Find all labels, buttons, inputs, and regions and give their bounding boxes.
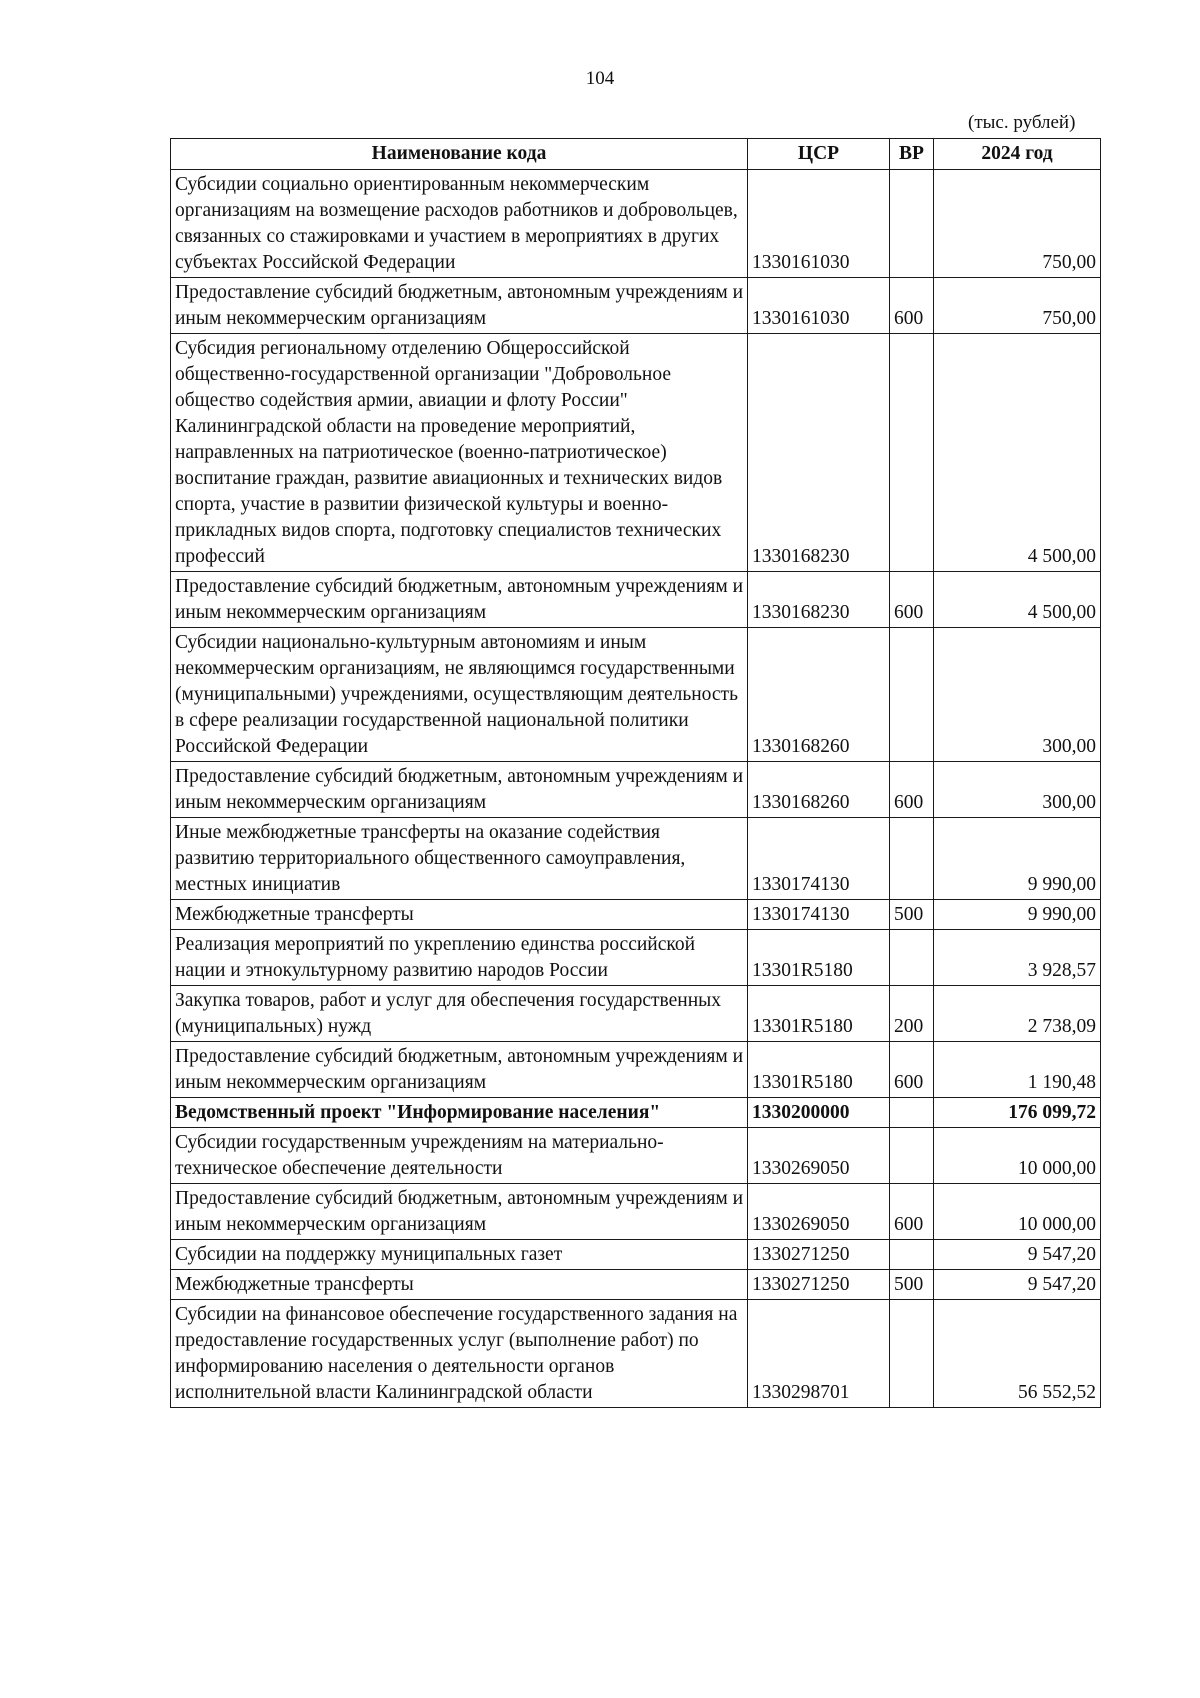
row-csr: 1330168230 <box>748 572 890 628</box>
row-amount: 4 500,00 <box>934 334 1101 572</box>
table-row <box>171 572 1101 628</box>
row-vr <box>890 334 934 572</box>
row-vr: 600 <box>890 762 934 818</box>
row-amount: 750,00 <box>934 278 1101 334</box>
row-name: Иные межбюджетные трансферты на оказание содействия развитию территориального общественного самоуправления, местных инициатив <box>171 818 748 900</box>
row-csr: 1330174130 <box>748 818 890 900</box>
row-amount: 176 099,72 <box>934 1098 1101 1128</box>
table-row <box>171 762 1101 818</box>
row-csr: 13301R5180 <box>748 930 890 986</box>
header-csr: ЦСР <box>748 139 890 170</box>
row-amount: 4 500,00 <box>934 572 1101 628</box>
row-csr: 1330271250 <box>748 1240 890 1270</box>
row-csr: 1330200000 <box>748 1098 890 1128</box>
row-amount: 750,00 <box>934 170 1101 278</box>
table-row <box>171 1240 1101 1270</box>
row-csr: 1330271250 <box>748 1270 890 1300</box>
row-name: Межбюджетные трансферты <box>171 900 748 930</box>
row-name: Предоставление субсидий бюджетным, автономным учреждениям и иным некоммерческим организациям <box>171 762 748 818</box>
row-name: Предоставление субсидий бюджетным, автономным учреждениям и иным некоммерческим организациям <box>171 1042 748 1098</box>
row-vr: 500 <box>890 900 934 930</box>
row-name: Субсидия региональному отделению Общероссийской общественно-государственной организации "Добровольное общество содействия армии, авиации и флоту России" Калининградской области на проведение мероприятий, направленных на патриотическое (военно-патриотическое) воспитание граждан, развитие авиационных и технических видов спорта, участие в развитии физической культуры и военно-прикладных видов спорта, подготовку специалистов технических профессий <box>171 334 748 572</box>
table-row <box>171 628 1101 762</box>
row-vr: 600 <box>890 1184 934 1240</box>
table-header-row <box>171 139 1101 170</box>
row-vr <box>890 818 934 900</box>
row-name: Ведомственный проект "Информирование населения" <box>171 1098 748 1128</box>
row-name: Субсидии на поддержку муниципальных газет <box>171 1240 748 1270</box>
row-vr <box>890 1240 934 1270</box>
row-vr: 200 <box>890 986 934 1042</box>
row-name: Субсидии государственным учреждениям на материально-техническое обеспечение деятельности <box>171 1128 748 1184</box>
row-name: Закупка товаров, работ и услуг для обеспечения государственных (муниципальных) нужд <box>171 986 748 1042</box>
row-csr: 13301R5180 <box>748 1042 890 1098</box>
row-csr: 1330298701 <box>748 1300 890 1408</box>
table-row <box>171 1300 1101 1408</box>
row-amount: 56 552,52 <box>934 1300 1101 1408</box>
table-row <box>171 1042 1101 1098</box>
row-csr: 1330269050 <box>748 1128 890 1184</box>
row-vr: 600 <box>890 278 934 334</box>
table-row <box>171 278 1101 334</box>
row-vr <box>890 1098 934 1128</box>
row-amount: 9 547,20 <box>934 1240 1101 1270</box>
table-row-subtotal <box>171 1098 1101 1128</box>
row-name: Предоставление субсидий бюджетным, автономным учреждениям и иным некоммерческим организациям <box>171 278 748 334</box>
table-row <box>171 930 1101 986</box>
row-name: Субсидии национально-культурным автономиям и иным некоммерческим организациям, не являющимся государственными (муниципальными) учреждениями, осуществляющим деятельность в сфере реализации государственной национальной политики Российской Федерации <box>171 628 748 762</box>
row-amount: 2 738,09 <box>934 986 1101 1042</box>
row-csr: 1330269050 <box>748 1184 890 1240</box>
row-vr <box>890 628 934 762</box>
row-amount: 9 990,00 <box>934 900 1101 930</box>
row-amount: 300,00 <box>934 628 1101 762</box>
row-vr: 600 <box>890 1042 934 1098</box>
row-vr <box>890 1128 934 1184</box>
row-name: Предоставление субсидий бюджетным, автономным учреждениям и иным некоммерческим организациям <box>171 572 748 628</box>
page-number: 104 <box>585 68 615 89</box>
row-amount: 10 000,00 <box>934 1128 1101 1184</box>
header-vr: ВР <box>890 139 934 170</box>
table-row <box>171 900 1101 930</box>
row-amount: 1 190,48 <box>934 1042 1101 1098</box>
row-name: Межбюджетные трансферты <box>171 1270 748 1300</box>
row-amount: 9 547,20 <box>934 1270 1101 1300</box>
header-name: Наименование кода <box>171 139 748 170</box>
row-vr <box>890 170 934 278</box>
row-name: Субсидии социально ориентированным некоммерческим организациям на возмещение расходов работников и добровольцев, связанных со стажировками и участием в мероприятиях в других субъектах Российской Федерации <box>171 170 748 278</box>
row-csr: 13301R5180 <box>748 986 890 1042</box>
row-csr: 1330168260 <box>748 628 890 762</box>
budget-table <box>170 138 1101 1408</box>
row-amount: 9 990,00 <box>934 818 1101 900</box>
table-row <box>171 1270 1101 1300</box>
table-row <box>171 1184 1101 1240</box>
table-row <box>171 170 1101 278</box>
row-name: Субсидии на финансовое обеспечение государственного задания на предоставление государственных услуг (выполнение работ) по информированию населения о деятельности органов исполнительной власти Калининградской области <box>171 1300 748 1408</box>
table-row <box>171 1128 1101 1184</box>
row-vr: 600 <box>890 572 934 628</box>
row-csr: 1330161030 <box>748 170 890 278</box>
row-csr: 1330168230 <box>748 334 890 572</box>
table-row <box>171 334 1101 572</box>
row-amount: 300,00 <box>934 762 1101 818</box>
row-csr: 1330168260 <box>748 762 890 818</box>
row-csr: 1330174130 <box>748 900 890 930</box>
row-name: Реализация мероприятий по укреплению единства российской нации и этнокультурному развитию народов России <box>171 930 748 986</box>
row-vr <box>890 1300 934 1408</box>
row-csr: 1330161030 <box>748 278 890 334</box>
row-amount: 3 928,57 <box>934 930 1101 986</box>
units-label: (тыс. рублей) <box>968 112 1076 133</box>
row-vr <box>890 930 934 986</box>
row-amount: 10 000,00 <box>934 1184 1101 1240</box>
row-name: Предоставление субсидий бюджетным, автономным учреждениям и иным некоммерческим организациям <box>171 1184 748 1240</box>
row-vr: 500 <box>890 1270 934 1300</box>
table-row <box>171 818 1101 900</box>
header-year: 2024 год <box>934 139 1101 170</box>
table-row <box>171 986 1101 1042</box>
